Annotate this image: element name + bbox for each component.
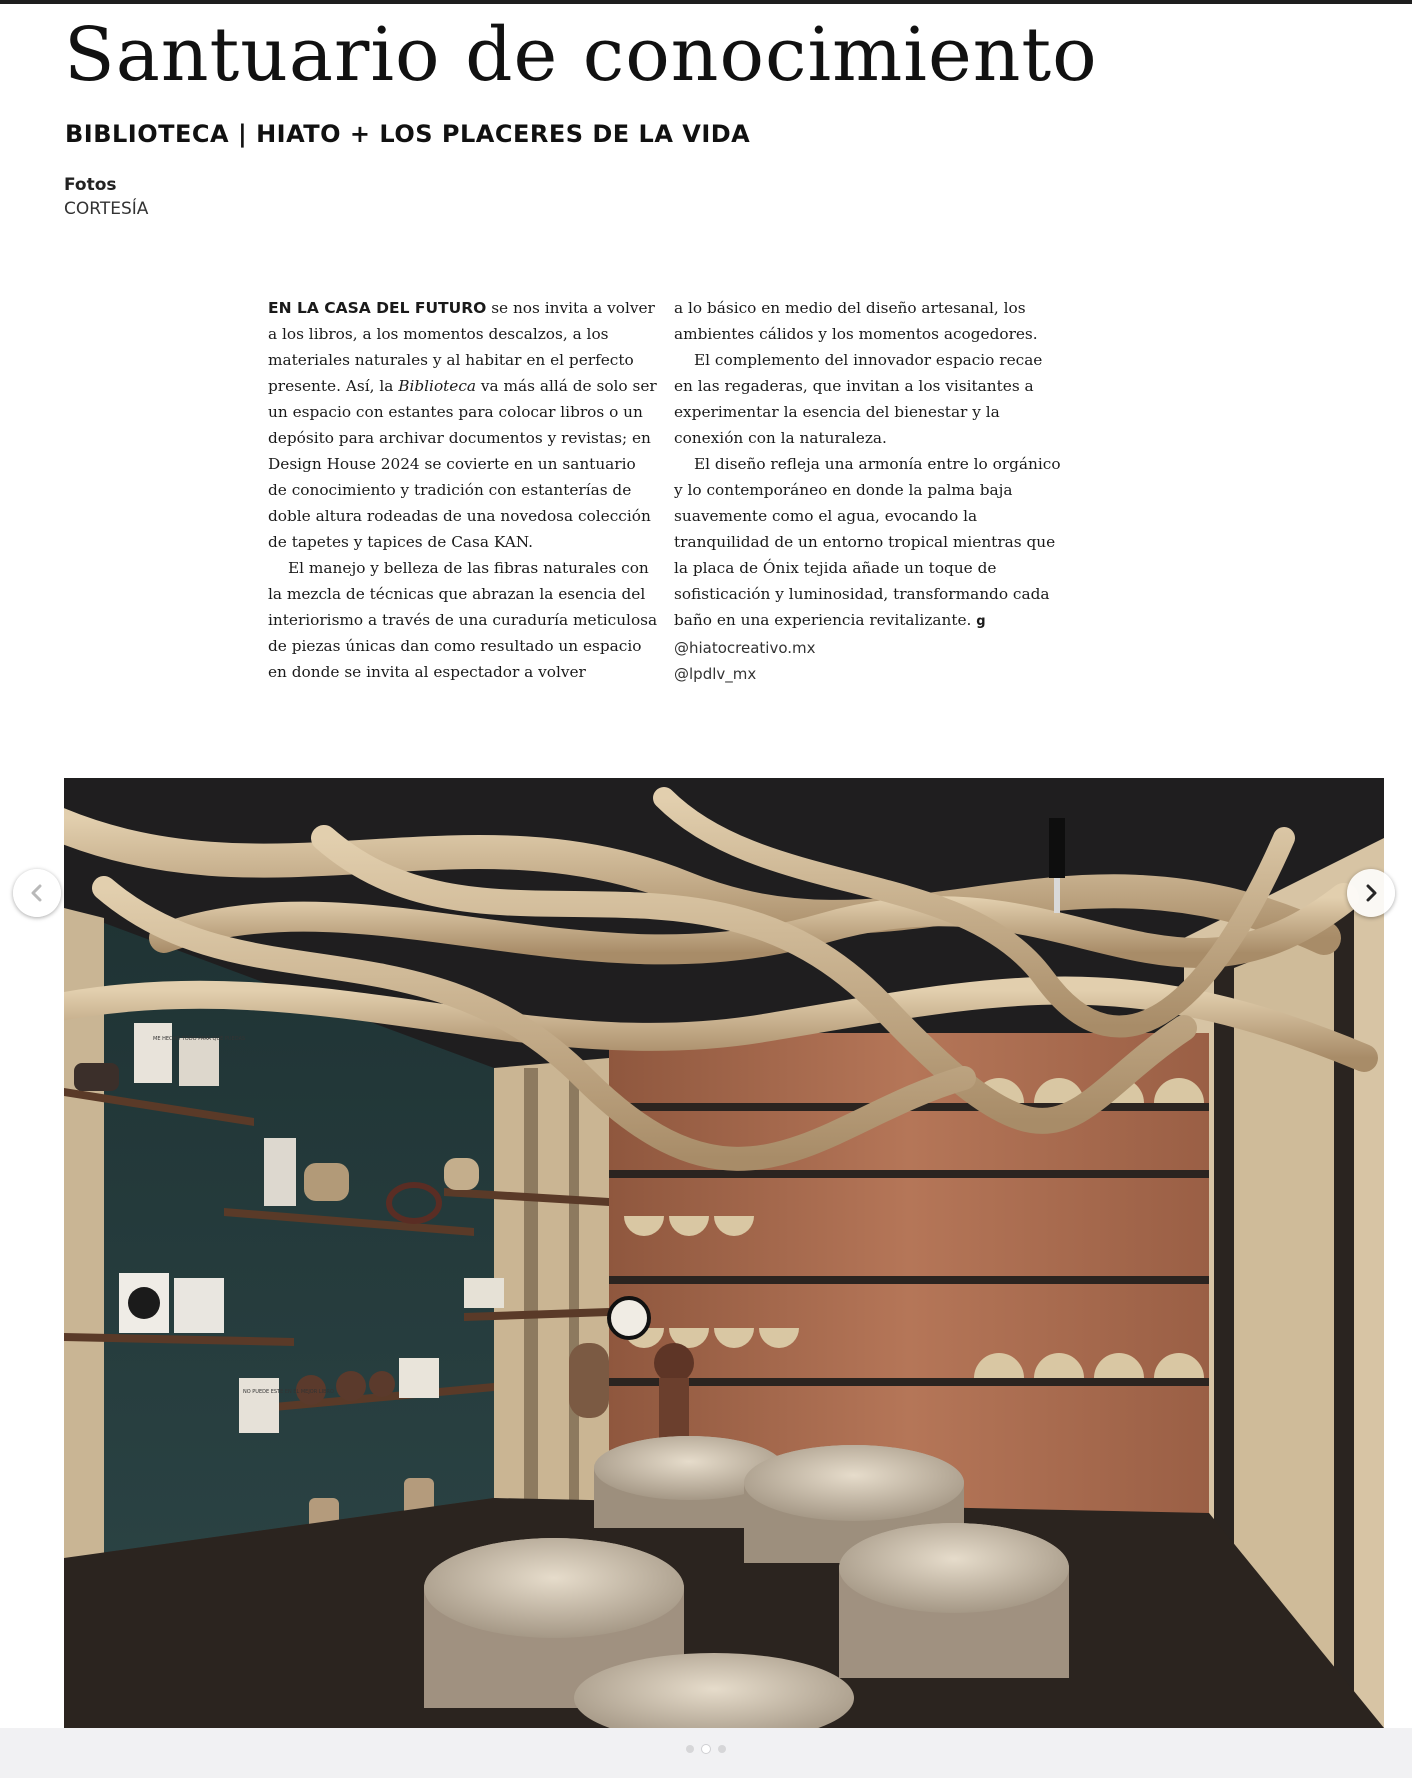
end-mark: g [976,614,986,629]
paragraph: El diseño refleja una armonía entre lo orgánico y lo contemporáneo en donde la palma baja suavemente como el agua, evocando la tranquilidad de un entorno tropical mientras que la placa de Ónix tejida añade un toque de sofisticación y luminosidad, transformando cada baño en una experiencia revitalizante. g [674,455,1061,629]
chevron-right-icon [1360,882,1382,904]
social-handle: @lpdlv_mx [674,665,757,683]
top-border [0,0,1412,4]
carousel-dot-active[interactable] [702,1745,710,1753]
carousel-indicator [0,1745,1412,1753]
chevron-left-icon [26,882,48,904]
carousel-prev-button[interactable] [13,869,61,917]
paragraph: EN LA CASA DEL FUTURO se nos invita a volver a los libros, a los momentos descalzos, a los materiales naturales y al habitar en el perfecto presente. Así, la Biblioteca va más allá de solo ser un espacio con estantes para colocar libros o un depósito para archivar documentos y revistas; en Design House 2024 se covierte en un santuario de conocimiento y tradición con estanterías de doble altura rodeadas de una novedosa colección de tapetes y tapices de Casa KAN. [268,299,657,551]
carousel-footer [0,1728,1412,1778]
paragraph: El complemento del innovador espacio recae en las regaderas, que invitan a los visitantes a experimentar la esencia del bienestar y la conexión con la naturaleza. [674,351,1043,447]
book-cover-text: ME HECHO TODO PARA QUE PUEDAS [153,1036,246,1042]
carousel-next-button[interactable] [1347,869,1395,917]
article-column-right [674,295,1064,687]
photo-credit-value: CORTESÍA [64,199,149,219]
carousel-dot[interactable] [686,1745,694,1753]
carousel-dot[interactable] [718,1745,726,1753]
social-handle: @hiatocreativo.mx [674,639,816,657]
article-lead: EN LA CASA DEL FUTURO [268,299,487,317]
article-column-left [268,295,658,685]
book-cover-text: NO PUEDE ESTE EN EL MEJOR LIBRO [243,1389,334,1395]
page-title: Santuario de conocimiento [64,12,1098,98]
photo-credit-label: Fotos [64,175,117,195]
paragraph: El manejo y belleza de las fibras naturales con la mezcla de técnicas que abrazan la esencia del interiorismo a través de una curaduría meticulosa de piezas únicas dan como resultado un espacio en donde se invita al espectador a volver [268,559,658,681]
library-photo [64,778,1384,1728]
paragraph: a lo básico en medio del diseño artesanal, los ambientes cálidos y los momentos acogedores. [674,299,1038,343]
article-subtitle: BIBLIOTECA | HIATO + LOS PLACERES DE LA VIDA [65,120,751,148]
